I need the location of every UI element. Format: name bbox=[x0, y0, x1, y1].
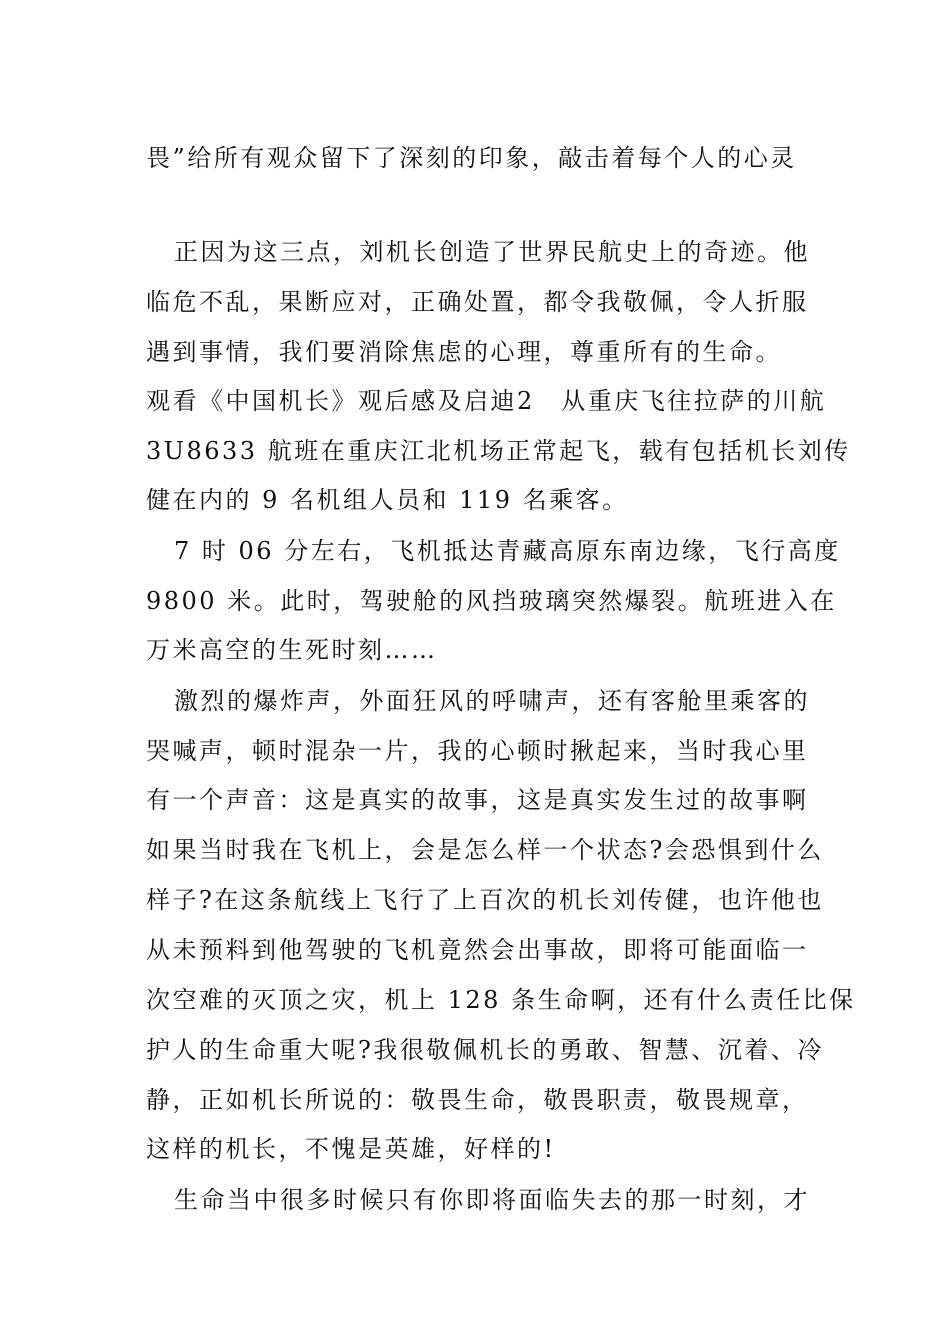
text-line-5: 观看《中国机长》观后感及启迪2 从重庆飞往拉萨的川航 bbox=[146, 387, 827, 415]
text-line-15: 样子?在这条航线上飞行了上百次的机长刘传健，也许他也 bbox=[146, 886, 824, 914]
text-line-19: 静，正如机长所说的：敬畏生命，敬畏职责，敬畏规章， bbox=[146, 1086, 809, 1114]
text-line-6: 3U8633 航班在重庆江北机场正常起飞，载有包括机长刘传 bbox=[146, 437, 851, 465]
text-line-10: 万米高空的生死时刻…… bbox=[146, 636, 438, 664]
text-line-2: 正因为这三点，刘机长创造了世界民航史上的奇迹。他 bbox=[174, 238, 810, 266]
text-line-18: 护人的生命重大呢?我很敬佩机长的勇敢、智慧、沉着、冷 bbox=[146, 1036, 824, 1064]
text-line-13: 有一个声音：这是真实的故事，这是真实发生过的故事啊 bbox=[146, 786, 809, 814]
text-line-9: 9800 米。此时，驾驶舱的风挡玻璃突然爆裂。航班进入在 bbox=[146, 587, 837, 615]
text-line-21: 生命当中很多时候只有你即将面临失去的那一时刻，才 bbox=[174, 1186, 810, 1214]
text-line-8: 7 时 06 分左右，飞机抵达青藏高原东南边缘，飞行高度 bbox=[174, 537, 841, 565]
text-line-4: 遇到事情，我们要消除焦虑的心理，尊重所有的生命。 bbox=[146, 338, 782, 366]
text-line-20: 这样的机长，不愧是英雄，好样的! bbox=[146, 1135, 556, 1163]
text-line-17: 次空难的灭顶之灾，机上 128 条生命啊，还有什么责任比保 bbox=[146, 986, 856, 1014]
text-line-7: 健在内的 9 名机组人员和 119 名乘客。 bbox=[146, 486, 629, 514]
text-line-12: 哭喊声，顿时混杂一片，我的心顿时揪起来，当时我心里 bbox=[146, 737, 809, 765]
text-line-3: 临危不乱，果断应对，正确处置，都令我敬佩，令人折服 bbox=[146, 288, 809, 316]
text-line-11: 激烈的爆炸声，外面狂风的呼啸声，还有客舱里乘客的 bbox=[174, 687, 810, 715]
text-line-14: 如果当时我在飞机上，会是怎么样一个状态?会恐惧到什么 bbox=[146, 836, 824, 864]
text-line-16: 从未预料到他驾驶的飞机竟然会出事故，即将可能面临一 bbox=[146, 936, 809, 964]
text-line-1: 畏”给所有观众留下了深刻的印象，敲击着每个人的心灵 bbox=[146, 144, 797, 172]
